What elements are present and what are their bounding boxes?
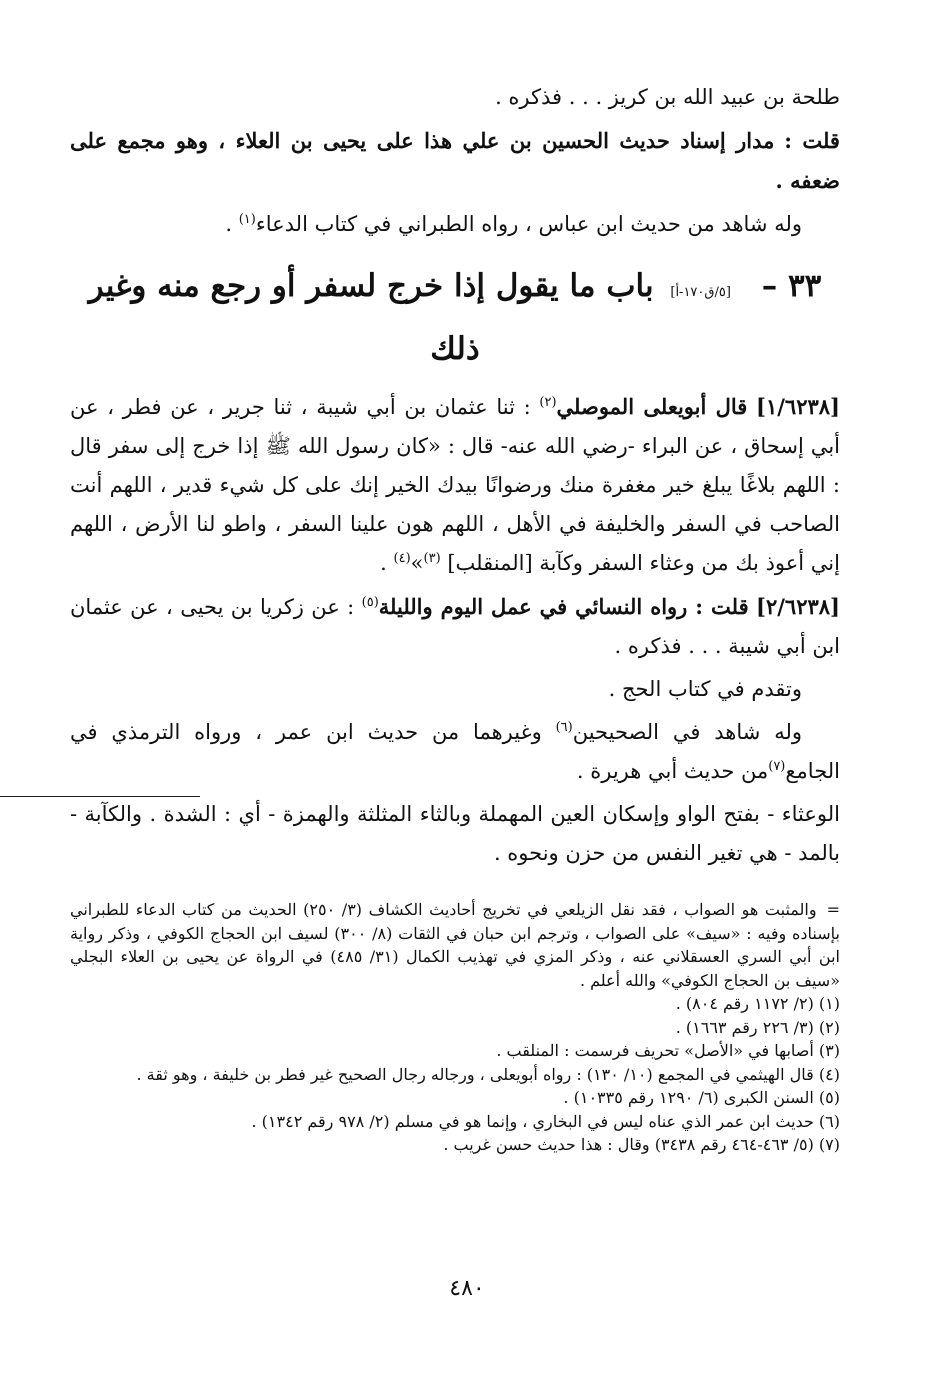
footnote-ref: (١) — [238, 212, 256, 227]
text-line: وتقدم في كتاب الحج . — [608, 677, 802, 701]
paragraph-shahid — [70, 713, 840, 791]
text-end: . — [225, 212, 239, 236]
footnote-ref: (٤) — [393, 551, 411, 566]
hadith-text: : ثنا عثمان بن أبي شيبة ، ثنا جرير ، عن فطر ، عن أبي إسحاق ، عن البراء -رضي الله عنه- قال : «كان رسول الله ﷺ إذا خرج إلى سفر قال : اللهم بلاغًا يبلغ خير مغفرة منك ورضوانًا بيدك الخير إنك على كل شيء قدير ، اللهم أنت الصاحب في السفر والخليفة في الأهل ، اللهم هون علينا السفر ، واطو لنا الأرض ، اللهم إني أعوذ بك من وعثاء السفر وكآبة [المنقلب] — [70, 395, 840, 575]
hadith-1 — [70, 387, 840, 583]
footnote-1: (١) (٢/ ١١٧٢ رقم ٨٠٤) . — [675, 994, 840, 1013]
text-part: وله شاهد في الصحيحين — [572, 720, 802, 744]
page-number: ٤٨٠ — [449, 1276, 485, 1301]
hadith-number: [٢/٦٢٣٨] — [756, 594, 840, 619]
chapter-title: باب ما يقول إذا خرج لسفر أو رجع منه وغير ذلك — [88, 268, 654, 367]
footnote-4: (٤) قال الهيثمي في المجمع (١٠/ ١٣٠) : رواه أبويعلى ، ورجاله رجال الصحيح غير فطر بن خليفة ، وهو ثقة . — [136, 1064, 840, 1084]
footnote-7: (٧) (٥/ ٤٦٣-٤٦٤ رقم ٣٤٣٨) وقال : هذا حديث حسن غريب . — [443, 1135, 840, 1154]
hadith-2 — [70, 587, 840, 666]
hadith-text: : عن زكريا بن يحيى ، عن عثمان ابن أبي شيبة . . . فذكره . — [70, 595, 840, 658]
continuation-mark: = — [826, 900, 841, 919]
hadith-source: قال أبويعلى الموصلي — [556, 394, 748, 419]
footnote-ref: (٣) — [423, 551, 441, 566]
paragraph-comment — [70, 121, 840, 201]
footnote-text: والمثبت هو الصواب ، فقد نقل الزيلعي في تخريج أحاديث الكشاف (٣/ ٢٥٠) الحديث من كتاب الدعاء للطبراني بإسناده وفيه : «سيف» على الصواب ، وترجم ابن حبان في الثقات (٨/ ٣٠٠) لسيف ابن الحجاج الكوفي ، وذكر رواية ابن أبي السري العسقلاني عنه ، وذكر المزي في تهذيب الكمال (٣١/ ٤٨٥) في الرواة عن يحيى بن العلاء البجلي «سيف بن الحجاج الكوفي» والله أعلم . — [70, 900, 840, 990]
witness-text: وله شاهد من حديث ابن عباس ، رواه الطبراني في كتاب الدعاء — [255, 212, 802, 236]
paragraph-hajj — [70, 670, 840, 709]
footnote-ref: (٥) — [361, 595, 379, 610]
hadith-source: قلت : رواه النسائي في عمل اليوم والليلة — [378, 594, 749, 619]
paragraph-witness — [70, 205, 840, 244]
footnote-ref: (٦) — [555, 720, 573, 735]
footnote-3: (٣) أصابها في «الأصل» تحريف فرسمت : المنلقب . — [496, 1041, 840, 1060]
footnote-ref: (٧) — [768, 759, 786, 774]
paragraph-chain-end — [70, 78, 840, 117]
footnote-separator — [0, 796, 200, 797]
text-part: وغيرهما من حديث ابن عمر ، ورواه الترمذي في الجامع — [70, 720, 840, 783]
footnote-2: (٢) (٣/ ٢٢٦ رقم ١٦٦٣) . — [675, 1017, 840, 1037]
quote-close: » — [410, 551, 424, 575]
text-part: من حديث أبي هريرة . — [576, 759, 769, 783]
manuscript-marker: [٥/ق١٧٠-أ] — [670, 285, 731, 300]
main-text — [70, 78, 840, 877]
comment-label: قلت : — [784, 128, 840, 153]
footnote-5: (٥) السنن الكبرى (٦/ ١٢٩٠ رقم ١٠٣٣٥) . — [563, 1088, 840, 1107]
footnote-continuation — [70, 898, 840, 992]
paragraph-gloss — [70, 795, 840, 873]
text-end: . — [380, 551, 394, 575]
hadith-number: [١/٦٢٣٨] — [756, 394, 840, 419]
text-line: طلحة بن عبيد الله بن كريز . . . فذكره . — [495, 85, 840, 109]
footnote-ref: (٢) — [539, 395, 557, 410]
footnote-6: (٦) حديث ابن عمر الذي عناه ليس في البخاري ، وإنما هو في مسلم (٢/ ٩٧٨ رقم ١٣٤٢) . — [251, 1111, 840, 1131]
chapter-number: ٣٣ – — [761, 268, 822, 304]
gloss-text: الوعثاء - بفتح الواو وإسكان العين المهملة وبالثاء المثلثة والهمزة - أي : الشدة . والكآبة - بالمد - هي تغير النفس من حزن ونحوه . — [70, 802, 840, 865]
comment-text: مدار إسناد حديث الحسين بن علي هذا على يحيى بن العلاء ، وهو مجمع على ضعفه . — [70, 128, 840, 193]
footnotes — [70, 898, 840, 1157]
chapter-heading — [70, 258, 840, 377]
